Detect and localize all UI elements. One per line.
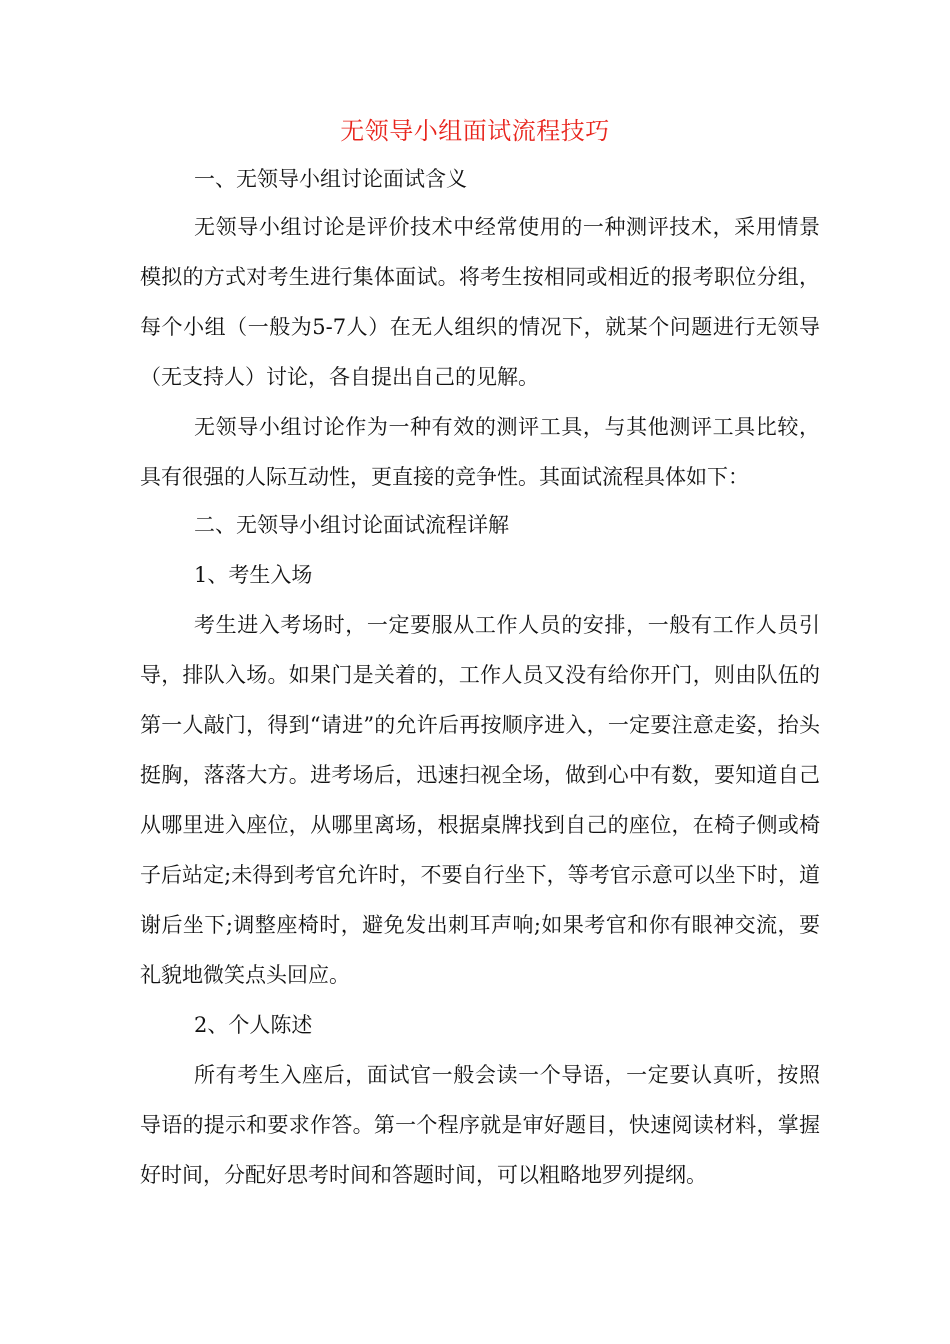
document-title: 无领导小组面试流程技巧 <box>340 117 610 145</box>
section-2-heading: 二、无领导小组讨论面试流程详解 <box>194 513 509 537</box>
step-1-heading: 1、考生入场 <box>194 563 313 587</box>
section-1-heading: 一、无领导小组讨论面试含义 <box>194 167 467 191</box>
step-2-paragraph: 所有考生入座后，面试官一般会读一个导语，一定要认真听，按照导语的提示和要求作答。第一个程序就是审好题目，快速阅读材料，掌握好时间，分配好思考时间和答题时间，可以粗略地罗列提纲。 <box>140 1063 820 1187</box>
section-1-paragraph-1: 无领导小组讨论是评价技术中经常使用的一种测评技术，采用情景模拟的方式对考生进行集体面试。将考生按相同或相近的报考职位分组，每个小组（一般为5-7人）在无人组织的情况下，就某个问题进行无领导（无支持人）讨论，各自提出自己的见解。 <box>140 215 820 389</box>
section-1-paragraph-2: 无领导小组讨论作为一种有效的测评工具，与其他测评工具比较，具有很强的人际互动性，更直接的竞争性。其面试流程具体如下： <box>140 415 820 489</box>
step-1-paragraph: 考生进入考场时，一定要服从工作人员的安排，一般有工作人员引导，排队入场。如果门是关着的，工作人员又没有给你开门，则由队伍的第一人敲门，得到“请进”的允许后再按顺序进入，一定要注意走姿，抬头挺胸，落落大方。进考场后，迅速扫视全场，做到心中有数，要知道自己从哪里进入座位，从哪里离场，根据桌牌找到自己的座位，在椅子侧或椅子后站定;未得到考官允许时，不要自行坐下，等考官示意可以坐下时，道谢后坐下;调整座椅时，避免发出刺耳声响;如果考官和你有眼神交流，要礼貌地微笑点头回应。 <box>140 613 820 987</box>
step-2-heading: 2、个人陈述 <box>194 1013 313 1037</box>
